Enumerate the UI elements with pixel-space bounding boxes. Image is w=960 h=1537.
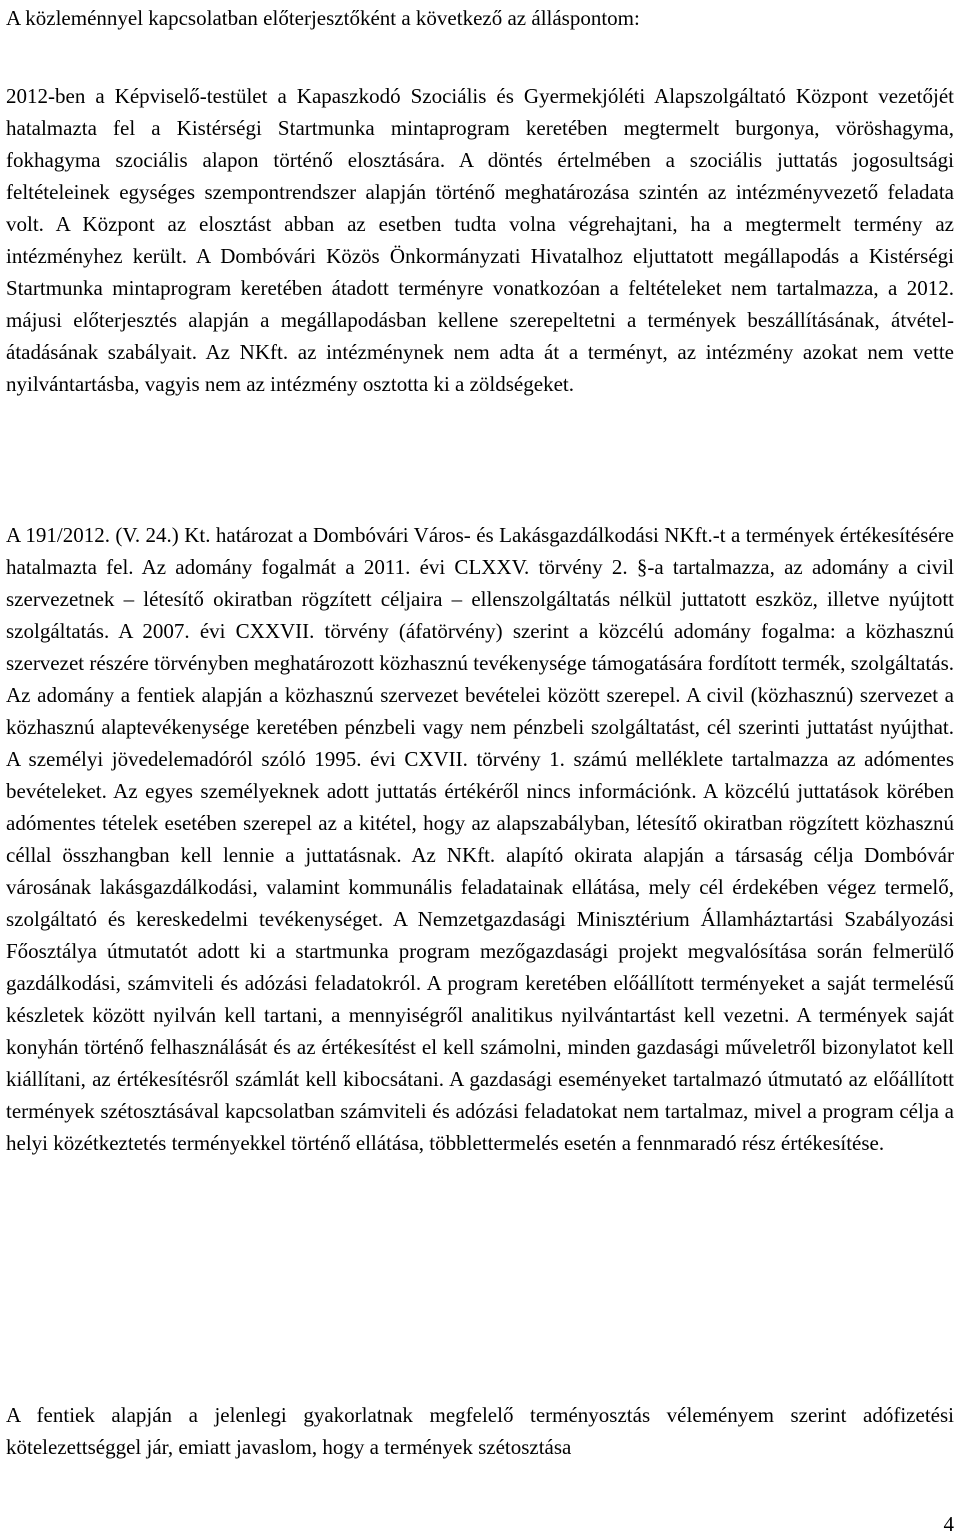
paragraph-conclusion: A fentiek alapján a jelenlegi gyakorlatnak megfelelő terményosztás véleményem szerint adófizetési kötelezettséggel jár, emiatt javaslom, hogy a termények szétosztása [6,1403,954,1459]
paragraph-distribution-background: 2012-ben a Képviselő-testület a Kapaszkodó Szociális és Gyermekjóléti Alapszolgáltató Központ vezetőjét hatalmazta fel a Kistérségi Startmunka mintaprogram keretében megtermelt burgonya, vöröshagyma, fokhagyma szociális alapon történő elosztására. A döntés értelmében a szociális juttatás jogosultsági feltételeinek egységes szempontrendszer alapján történő meghatározása szintén az intézményvezető feladata volt. A Központ az elosztást abban az esetben tudta volna végrehajtani, ha a megtermelt termény az intézményhez került. A Dombóvári Közös Önkormányzati Hivatalhoz eljuttatott megállapodás a Kistérségi Startmunka mintaprogram keretében átadott terményre vonatkozóan a feltételeket nem tartalmazza, a 2012. májusi előterjesztés alapján a megállapodásban kellene szerepeltetni a termények beszállításának, átvétel-átadásának szabályait. Az NKft. az intézménynek nem adta át a terményt, az intézmény azokat nem vette nyilvántartásba, vagyis nem az intézmény osztotta ki a zöldségeket. [6,84,954,396]
page-number: 4 [943,1512,954,1536]
paragraph-legal-analysis: A 191/2012. (V. 24.) Kt. határozat a Dombóvári Város- és Lakásgazdálkodási NKft.-t a termények értékesítésére hatalmazta fel. Az adomány fogalmát a 2011. évi CLXXV. törvény 2. §-a tartalmazza, az adomány a civil szervezetnek – létesítő okiratban rögzített céljaira – ellenszolgáltatás nélkül juttatott eszköz, illetve nyújtott szolgáltatás. A 2007. évi CXXVII. törvény (áfatörvény) szerint a közcélú adomány fogalma: a közhasznú szervezet részére törvényben meghatározott közhasznú tevékenysége támogatására fordított termék, szolgáltatás. Az adomány a fentiek alapján a közhasznú szervezet bevételei között szerepel. A civil (közhasznú) szervezet a közhasznú alaptevékenysége keretében pénzbeli vagy nem pénzbeli szolgáltatást, cél szerinti juttatást nyújthat. A személyi jövedelemadóról szóló 1995. évi CXVII. törvény 1. számú melléklete tartalmazza az adómentes bevételeket. Az egyes személyeknek adott juttatás értékéről nincs információnk. A közcélú juttatások körében adómentes tételek esetében szerepel az a kitétel, hogy az alapszabályban, létesítő okiratban rögzített közhasznú céllal összhangban kell lennie a juttatásnak. Az NKft. alapító okirata alapján a társaság célja Dombóvár városának lakásgazdálkodási, valamint kommunális feladatainak ellátása, mely cél érdekében végez termelő, szolgáltató és kereskedelmi tevékenységet. A Nemzetgazdasági Minisztérium Államháztartási Szabályozási Főosztálya útmutatót adott ki a startmunka program mezőgazdasági projekt megvalósítása során felmerülő gazdálkodási, számviteli és adózási feladatokról. A program keretében előállított terményeket a saját termelésű készletek között nyilván kell tartani, a mennyiségről analitikus nyilvántartást kell vezetni. A termények saját konyhán történő felhasználását és az értékesítést el kell számolni, minden gazdasági műveletről bizonylatot kell kiállítani, az értékesítésről számlát kell kibocsátani. A gazdasági eseményeket tartalmazó útmutató az előállított termények szétosztásával kapcsolatban számviteli és adózási feladatokat nem tartalmaz, mivel a program célja a helyi közétkeztetés terményekkel történő ellátása, többlettermelés esetén a fennmaradó rész értékesítése. [6,523,954,1155]
intro-heading: A közleménnyel kapcsolatban előterjesztőként a következő az álláspontom: [6,6,640,30]
